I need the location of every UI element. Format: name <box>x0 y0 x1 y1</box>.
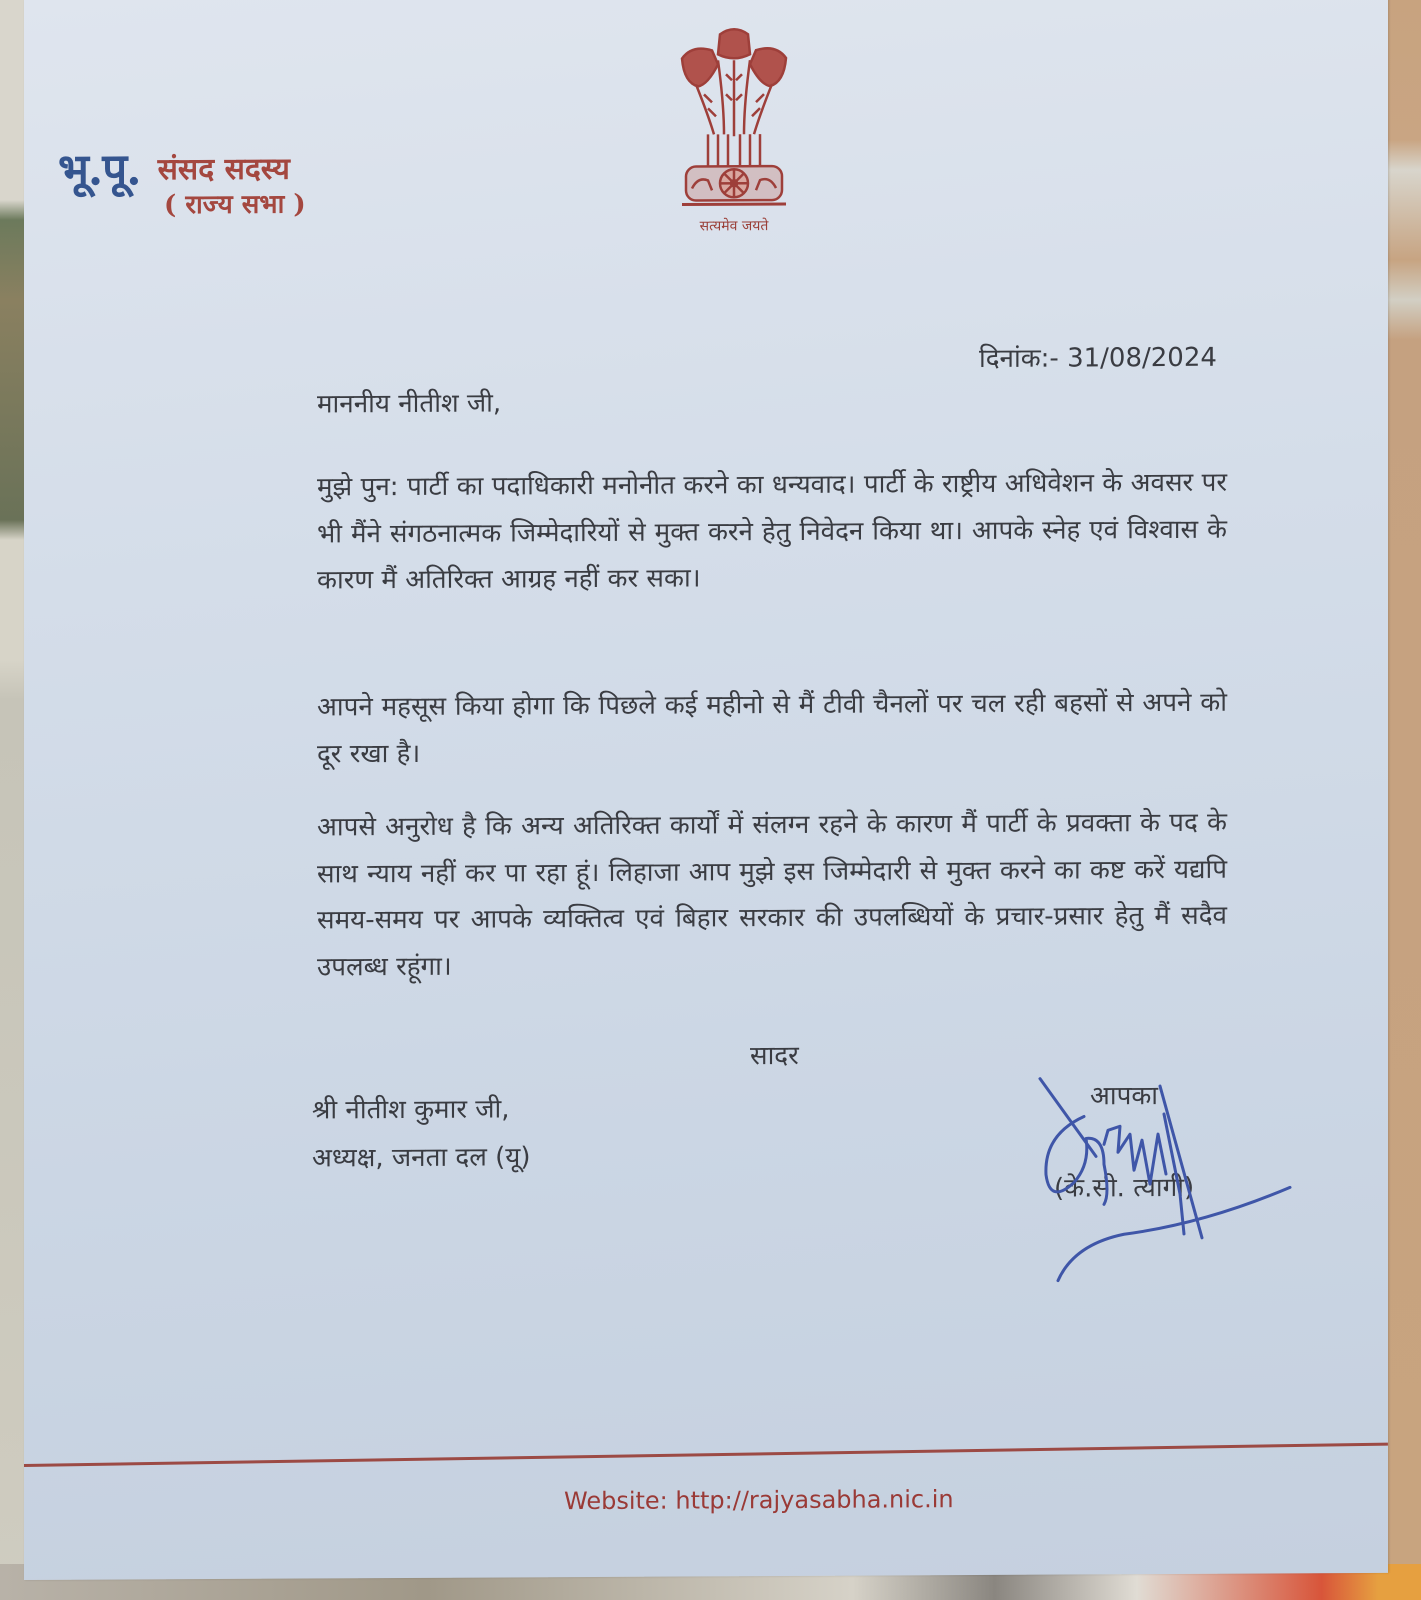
body-paragraph-3: आपसे अनुरोध है कि अन्य अतिरिक्त कार्यों में संलग्न रहने के कारण मैं पार्टी के प्रवक्ता के पद के साथ न्याय नहीं कर पा रहा हूं। लिहाजा आप मुझे इस जिम्मेदारी से मुक्त करने का कष्ट करें यद्यपि समय-समय पर आपके व्यक्तित्व एवं बिहार सरकार की उपलब्धियों के प्रचार-प्रसार हेतु मैं सदैव उपलब्ध रहूंगा। <box>317 807 1227 982</box>
house-name: ( राज्य सभा ) <box>164 189 306 221</box>
body-paragraph-2: आपने महसूस किया होगा कि पिछले कई महीनो से मैं टीवी चैनलों पर चल रही बहसों से अपने को दूर रखा है। <box>317 687 1227 769</box>
letterhead-designation <box>58 137 306 221</box>
national-emblem-lion-capital-icon <box>668 24 800 215</box>
addressee-block <box>312 1085 531 1182</box>
yours-faithfully: आपका <box>1090 1081 1159 1112</box>
letter-date: दिनांक:- 31/08/2024 <box>979 342 1217 374</box>
member-of-parliament-title: संसद सदस्य <box>157 151 290 187</box>
handwritten-signature-icon <box>1034 1073 1304 1294</box>
letter-page <box>24 0 1388 1580</box>
emblem-motto: सत्यमेव जयते <box>699 218 769 235</box>
addressee-name: श्री नीतीश कुमार जी, <box>312 1094 510 1126</box>
closing-regards: सादर <box>750 1040 799 1072</box>
footer-divider <box>24 1443 1388 1467</box>
former-prefix: भू.पू. <box>58 144 141 196</box>
footer-website: Website: http://rajyasabha.nic.in <box>564 1485 954 1516</box>
signer-name: (के.सी. त्यागी) <box>1054 1172 1195 1204</box>
body-paragraph-1: मुझे पुन: पार्टी का पदाधिकारी मनोनीत करने का धन्यवाद। पार्टी के राष्ट्रीय अधिवेशन के अवसर पर भी मैंने संगठनात्मक जिम्मेदारियों से मुक्त करने हेतु निवेदन किया था। आपके स्नेह एवं विश्वास के कारण मैं अतिरिक्त आग्रह नहीं कर सका। <box>317 467 1227 596</box>
addressee-designation: अध्यक्ष, जनता दल (यू) <box>312 1142 531 1174</box>
salutation: माननीय नीतीश जी, <box>317 388 502 420</box>
background-newspaper-left <box>0 0 26 1600</box>
letterhead-emblem <box>664 24 804 236</box>
